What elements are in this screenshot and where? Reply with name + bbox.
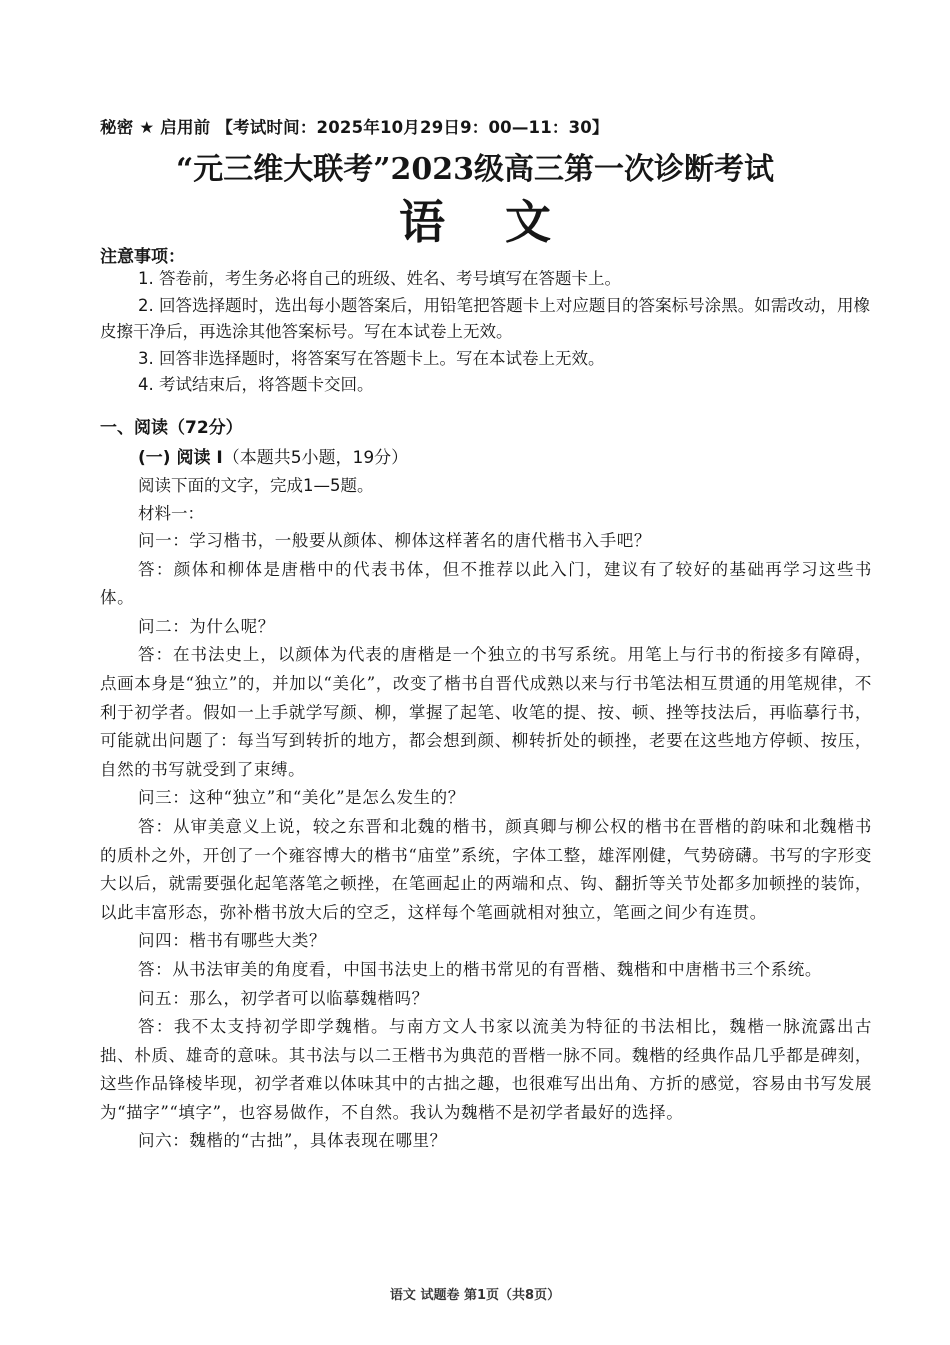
page-footer: 语文 试题卷 第1页（共8页） [389, 1288, 561, 1303]
passage-paragraph: 问五：那么，初学者可以临摹魏楷吗？ [138, 988, 429, 1008]
passage-paragraph: 问三：这种“独立”和“美化”是怎么发生的？ [138, 788, 465, 808]
passage-paragraph: 问四：楷书有哪些大类？ [138, 931, 327, 951]
passage-paragraph: 答：从审美意义上说，较之东晋和北魏的楷书，颜真卿与柳公权的楷书在晋楷的韵味和北魏楷书的质朴之外，开创了一个雍容博大的楷书“庙堂”系统，字体工整，雄浑刚健，气势磅礴。书写的字形变大以后，就需要强化起笔落笔之顿挫，在笔画起止的两端和点、钩、翻折等关节处都多加顿挫的装饰，以此丰富形态，弥补楷书放大后的空乏，这样每个笔画就相对独立，笔画之间少有连贯。 [100, 816, 872, 922]
passage-paragraph: 答：在书法史上，以颜体为代表的唐楷是一个独立的书写系统。用笔上与行书的衔接多有障碍，点画本身是“独立”的，并加以“美化”，改变了楷书自晋代成熟以来与行书笔法相互贯通的用笔规律，不利于初学者。假如一上手就学写颜、柳，掌握了起笔、收笔的提、按、顿、挫等技法后，再临摹行书，可能就出问题了：每当写到转折的地方，都会想到颜、柳转折处的顿挫，老要在这些地方停顿、按压，自然的书写就受到了束缚。 [100, 645, 872, 779]
section-heading: 一、阅读（72分） [100, 418, 243, 438]
reading-instruction: 阅读下面的文字，完成1—5题。 [138, 476, 374, 495]
notice-heading: 注意事项： [100, 247, 185, 267]
material-label: 材料一： [138, 504, 204, 523]
passage-paragraph: 问六：魏楷的“古拙”，具体表现在哪里？ [138, 1131, 447, 1151]
passage-paragraph: 问一：学习楷书，一般要从颜体、柳体这样著名的唐代楷书入手吧？ [138, 531, 651, 550]
passage-paragraph: 答：颜体和柳体是唐楷中的代表书体，但不推荐以此入门，建议有了较好的基础再学习这些书体。 [100, 559, 872, 608]
passage-paragraph: 答：从书法审美的角度看，中国书法史上的楷书常见的有晋楷、魏楷和中唐楷书三个系统。 [138, 959, 822, 979]
notice-item: 3. 回答非选择题时，将答案写在答题卡上。写在本试卷上无效。 [138, 348, 605, 368]
notice-item: 2. 回答选择题时，选出每小题答案后，用铅笔把答题卡上对应题目的答案标号涂黑。如需改动，用橡皮擦干净后，再选涂其他答案标号。写在本试卷上无效。 [100, 295, 870, 341]
notice-list [100, 266, 870, 399]
passage-paragraph: 答：我不太支持初学即学魏楷。与南方文人书家以流美为特征的书法相比，魏楷一脉流露出古拙、朴质、雄奇的意味。其书法与以二王楷书为典范的晋楷一脉不同。魏楷的经典作品几乎都是碑刻，这些作品锋棱毕现，初学者难以体味其中的古拙之趣，也很难写出出角、方折的感觉，容易由书写发展为“描字”“填字”，也容易做作，不自然。我认为魏楷不是初学者最好的选择。 [100, 1017, 872, 1122]
subsection-heading-title: (一) 阅读 I [138, 448, 223, 468]
notice-item: 4. 考试结束后，将答题卡交回。 [138, 375, 374, 394]
subject-title: 语文 [399, 195, 611, 249]
exam-title: “元三维大联考”2023级高三第一次诊断考试 [175, 152, 774, 187]
confidential-exam-time-line: 秘密 ★ 启用前 【考试时间：2025年10月29日9：00—11：30】 [100, 118, 609, 137]
subsection-heading [138, 443, 408, 468]
notice-item: 1. 答卷前，考生务必将自己的班级、姓名、考号填写在答题卡上。 [138, 269, 621, 288]
subsection-heading-detail: （本题共5小题，19分） [222, 448, 409, 468]
reading-passage [100, 527, 872, 1156]
passage-paragraph: 问二：为什么呢？ [138, 616, 275, 636]
